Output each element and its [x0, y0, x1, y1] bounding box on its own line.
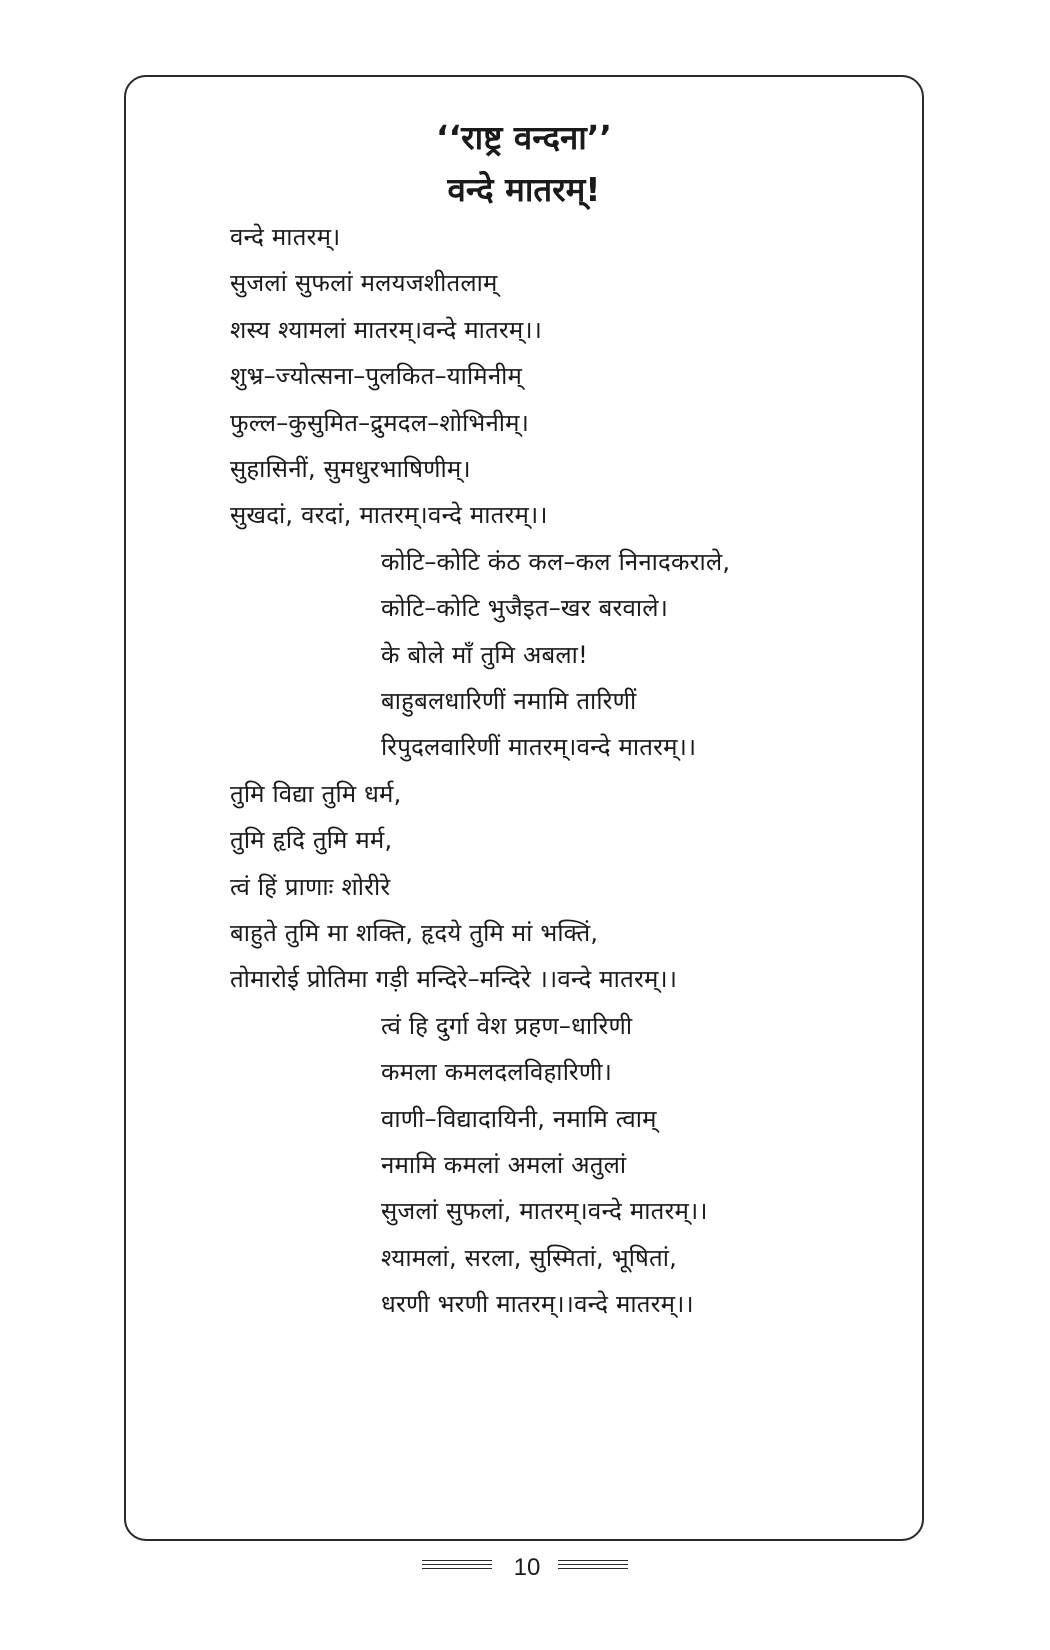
poem-line: फुल्ल–कुसुमित–द्रुमदल–शोभिनीम्।	[230, 408, 530, 437]
poem-line: सुजलां सुफलां, मातरम्।वन्दे मातरम्।।	[381, 1197, 708, 1226]
poem-line: शस्य श्यामलां मातरम्।वन्दे मातरम्।।	[230, 315, 543, 344]
poem-line: तुमि हृदि तुमि मर्म,	[230, 826, 393, 855]
poem-line: रिपुदलवारिणीं मातरम्।वन्दे मातरम्।।	[381, 733, 697, 762]
poem-line: सुजलां सुफलां मलयजशीतलाम्	[230, 269, 498, 298]
footer-rule-left	[422, 1560, 492, 1572]
poem-line: शुभ्र–ज्योत्सना–पुलकित–यामिनीम्	[230, 362, 523, 391]
page-footer	[0, 1550, 1050, 1586]
page-subtitle: वन्दे मातरम्!	[447, 170, 601, 209]
poem-line: कोटि–कोटि भुजैइत–खर बरवाले।	[381, 594, 669, 623]
poem-line: तुमि विद्या तुमि धर्म,	[230, 779, 402, 808]
poem-line: त्वं हि दुर्गा वेश प्रहण–धारिणी	[381, 1011, 633, 1040]
poem-line: सुखदां, वरदां, मातरम्।वन्दे मातरम्।।	[230, 501, 548, 530]
poem-line: तोमारोई प्रोतिमा गड़ी मन्दिरे–मन्दिरे ।।वन्दे मातरम्।।	[230, 965, 678, 994]
poem-line: नमामि कमलां अमलां अतुलां	[381, 1151, 627, 1179]
poem-line: बाहुते तुमि मा शक्ति, हृदये तुमि मां भक्तिं,	[230, 919, 599, 947]
poem-line: त्वं हिं प्राणाः शोरीरे	[230, 872, 391, 901]
poem-line: वन्दे मातरम्।	[230, 223, 341, 251]
poem-line: कोटि–कोटि कंठ कल–कल निनादकराले,	[381, 547, 731, 576]
page-number: 10	[513, 1554, 541, 1581]
poem-line: धरणी भरणी मातरम्।।वन्दे मातरम्।।	[381, 1290, 694, 1319]
poem-line: वाणी–विद्यादायिनी, नमामि त्वाम्	[381, 1104, 657, 1133]
poem-line: श्यामलां, सरला, सुस्मितां, भूषितां,	[381, 1243, 677, 1272]
poem-line: बाहुबलधारिणीं नमामि तारिणीं	[381, 687, 637, 715]
poem-line: सुहासिनीं, सुमधुरभाषिणीम्।	[230, 455, 471, 483]
poem-line: के बोले माँ तुमि अबला!	[381, 640, 588, 669]
page-title: ‘‘राष्ट्र वन्दना’’	[436, 118, 612, 157]
footer-rule-right	[558, 1560, 628, 1572]
poem-line: कमला कमलदलविहारिणी।	[381, 1058, 612, 1087]
